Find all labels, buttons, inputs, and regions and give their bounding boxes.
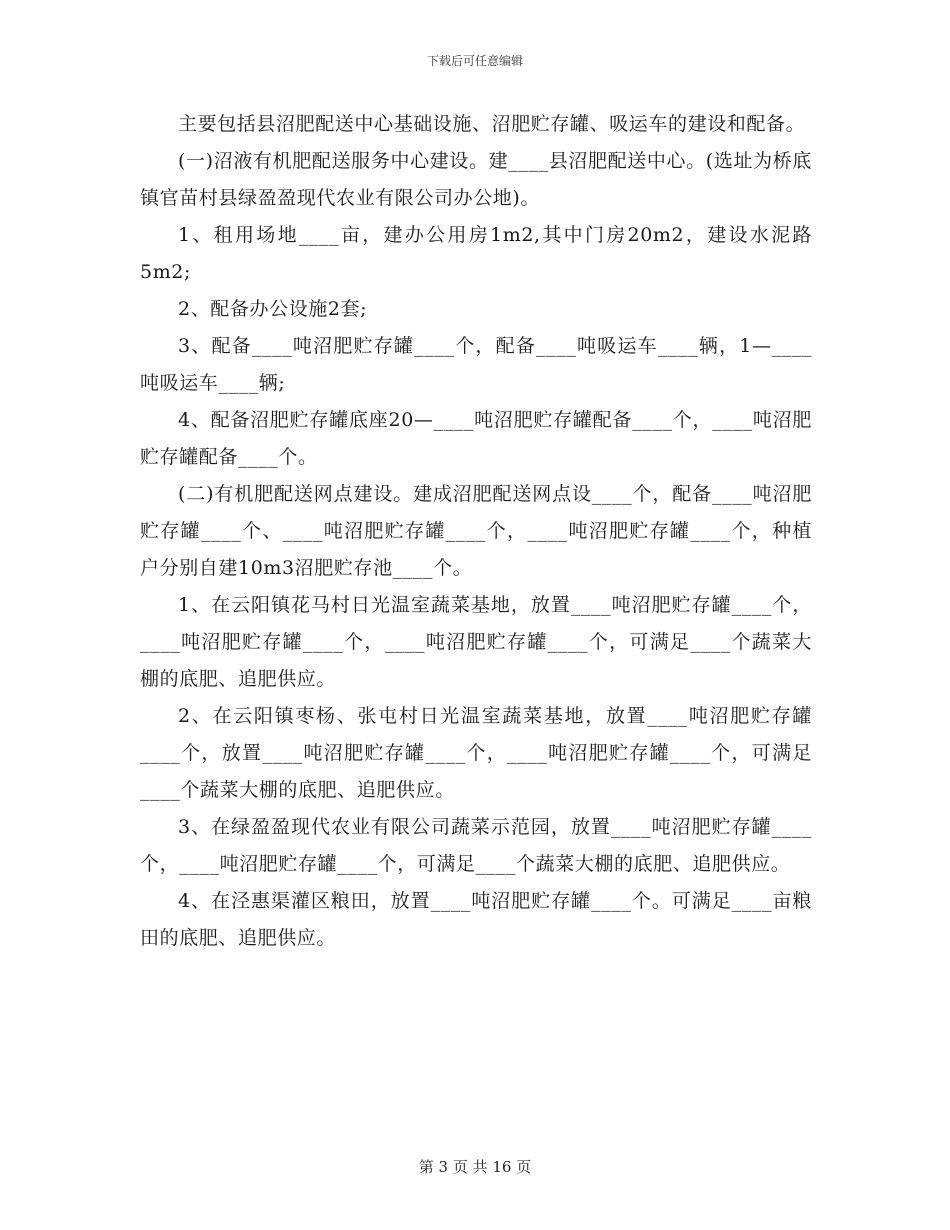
page-footer-number: 第 3 页 共 16 页	[418, 1158, 532, 1176]
page-header-note: 下载后可任意编辑	[426, 54, 523, 68]
paragraph-section-1: (一)沼液有机肥配送服务中心建设。建____县沼肥配送中心。(选址为桥底镇官苗村县绿盈盈现代农业有限公司办公地)。	[140, 150, 812, 209]
paragraph-item-1-3: 3、配备____吨沼肥贮存罐____个，配备____吨吸运车____辆，1—____吨吸运车____辆;	[140, 335, 812, 394]
paragraph-item-2-1: 1、在云阳镇花马村日光温室蔬菜基地，放置____吨沼肥贮存罐____个，____吨沼肥贮存罐____个，____吨沼肥贮存罐____个，可满足____个蔬菜大棚的底肥、追肥供应。	[140, 594, 812, 690]
paragraph-item-2-4: 4、在泾惠渠灌区粮田，放置____吨沼肥贮存罐____个。可满足____亩粮田的底肥、追肥供应。	[140, 890, 812, 949]
paragraph-item-2-3: 3、在绿盈盈现代农业有限公司蔬菜示范园，放置____吨沼肥贮存罐____个，____吨沼肥贮存罐____个，可满足____个蔬菜大棚的底肥、追肥供应。	[140, 816, 812, 875]
paragraph-intro: 主要包括县沼肥配送中心基础设施、沼肥贮存罐、吸运车的建设和配备。	[178, 113, 806, 135]
paragraph-section-2: (二)有机肥配送网点建设。建成沼肥配送网点设____个，配备____吨沼肥贮存罐____个、____吨沼肥贮存罐____个，____吨沼肥贮存罐____个，种植户分别自建10m3沼肥贮存池____个。	[140, 483, 812, 579]
paragraph-item-1-2: 2、配备办公设施2套;	[178, 298, 368, 320]
paragraph-item-2-2: 2、在云阳镇枣杨、张屯村日光温室蔬菜基地，放置____吨沼肥贮存罐____个，放置____吨沼肥贮存罐____个，____吨沼肥贮存罐____个，可满足____个蔬菜大棚的底肥、追肥供应。	[140, 705, 812, 801]
document-body	[140, 106, 812, 957]
paragraph-item-1-1: 1、租用场地____亩，建办公用房1m2,其中门房20m2，建设水泥路5m2;	[140, 224, 812, 283]
paragraph-item-1-4: 4、配备沼肥贮存罐底座20—____吨沼肥贮存罐配备____个，____吨沼肥贮存罐配备____个。	[140, 409, 812, 468]
